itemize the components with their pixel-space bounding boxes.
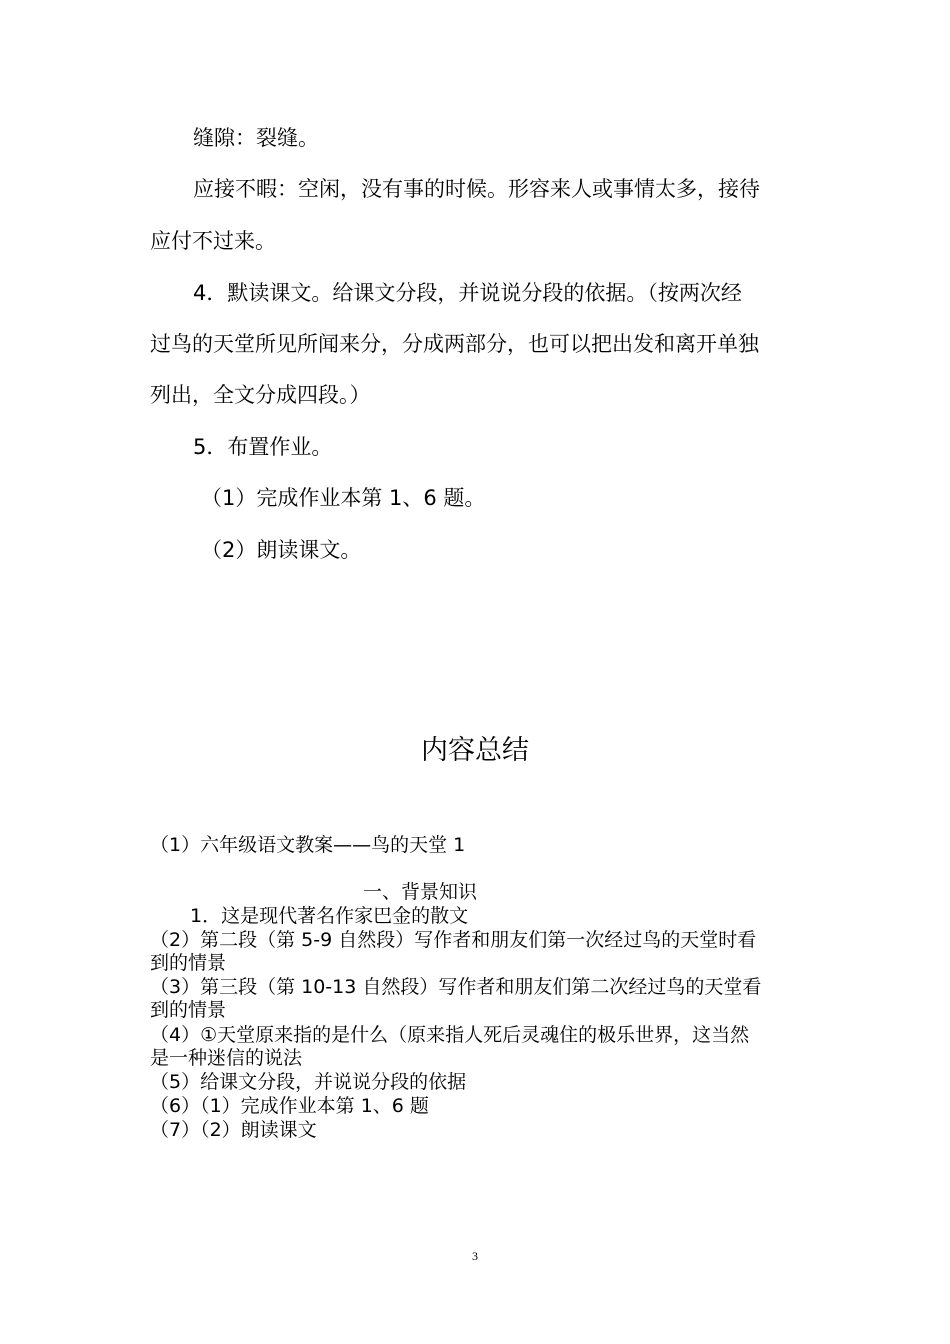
page-number: 3 — [472, 1249, 478, 1263]
summary-line: 到的情景 — [150, 999, 227, 1021]
summary-line: 是一种迷信的说法 — [150, 1047, 303, 1069]
paragraph-continuation: 应付不过来。 — [150, 229, 276, 253]
homework-item-2: （2）朗读课文。 — [201, 538, 362, 562]
summary-subheading: 一、背景知识 — [363, 881, 478, 903]
paragraph-definition-yingjiebuxia: 应接不暇：空闲，没有事的时候。形容来人或事情太多，接待 — [193, 177, 760, 201]
paragraph-step-4: 4．默读课文。给课文分段，并说说分段的依据。（按两次经 — [193, 281, 742, 305]
paragraph-definition-fengxi: 缝隙：裂缝。 — [193, 126, 319, 150]
paragraph-continuation: 列出，全文分成四段。） — [150, 383, 371, 407]
summary-line: （3）第三段（第 10-13 自然段）写作者和朋友们第二次经过鸟的天堂看 — [150, 976, 762, 998]
summary-heading: 内容总结 — [421, 735, 529, 766]
summary-line: （1）六年级语文教案——鸟的天堂 1 — [150, 834, 466, 856]
summary-line: （5）给课文分段，并说说分段的依据 — [150, 1071, 467, 1093]
paragraph-step-5: 5．布置作业。 — [193, 435, 333, 459]
homework-item-1: （1）完成作业本第 1、6 题。 — [201, 486, 486, 510]
paragraph-continuation: 过鸟的天堂所见所闻来分，分成两部分，也可以把出发和离开单独 — [150, 332, 759, 356]
summary-line: 1．这是现代著名作家巴金的散文 — [190, 905, 469, 927]
summary-line: （2）第二段（第 5-9 自然段）写作者和朋友们第一次经过鸟的天堂时看 — [150, 929, 757, 951]
summary-line: （7）（2）朗读课文 — [150, 1119, 317, 1141]
summary-line: 到的情景 — [150, 952, 227, 974]
summary-line: （6）（1）完成作业本第 1、6 题 — [150, 1095, 429, 1117]
summary-line: （4）①天堂原来指的是什么（原来指人死后灵魂住的极乐世界，这当然 — [150, 1024, 750, 1046]
